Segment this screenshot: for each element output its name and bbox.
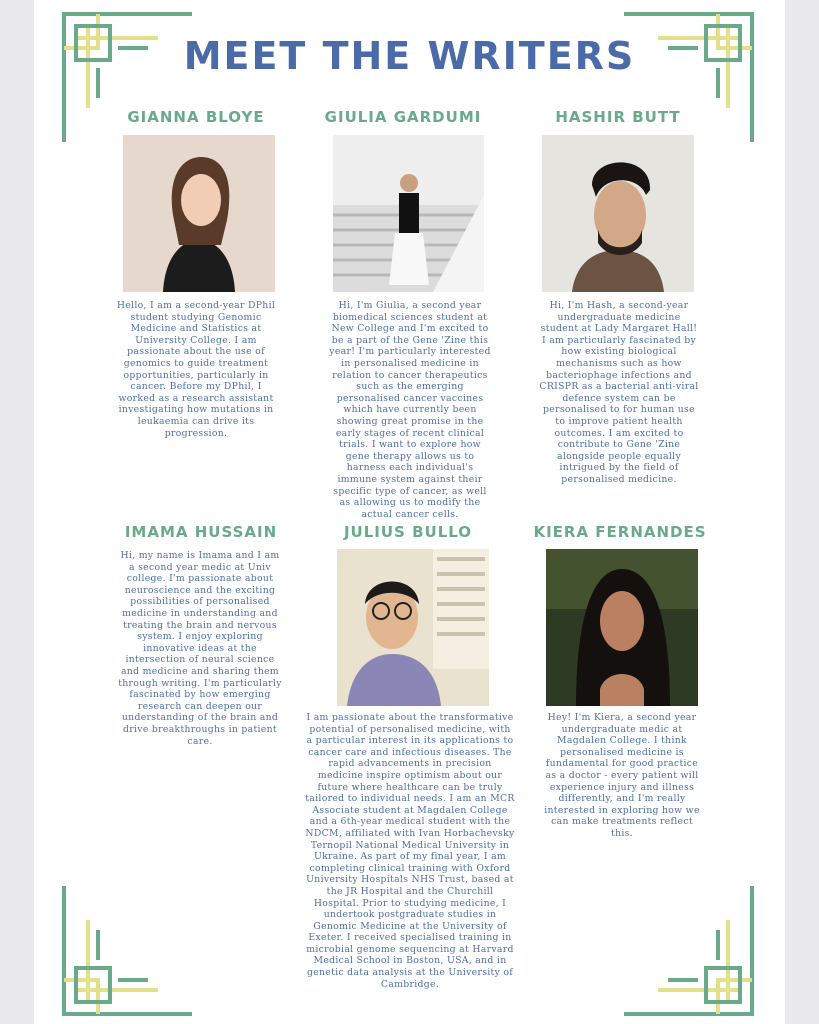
writer-bio-kiera: Hey! I'm Kiera, a second year undergraduate medic at Magdalen College. I think personalised medicine is fundamental for good practice as a doctor - every patient will experience injury and illness differently, and I'm really interested in exploring how we can make treatments reflect this. (544, 712, 700, 839)
photo-giulia (333, 135, 484, 292)
corner-ornament-bottom-right (618, 880, 758, 1020)
person-staircase-icon (333, 135, 484, 292)
photo-julius (337, 549, 489, 706)
writer-name-kiera: KIERA FERNANDES (533, 523, 707, 541)
writer-bio-julius: I am passionate about the transformative potential of personalised medicine, with a particular interest in its applications to cancer care and infectious diseases. The rapid advancements in precision medicine inspire optimism about our future where healthcare can be truly tailored to individual needs. I am an MCR Associate student at Magdalen College and a 6th-year medical student with the NDCM, affiliated with Ivan Horbachevsky Ternopil National Medical University in Ukraine. As part of my final year, I am completing clinical training with Oxford University Hospitals NHS Trust, based at the JR Hospital and the Churchill Hospital. Prior to studying medicine, I undertook postgraduate studies in Genomic Medicine at the University of Exeter. I received specialised training in microbial genome sequencing at Harvard Medical School in Boston, USA, and in genetic data analysis at the University of Cambridge. (305, 712, 515, 990)
writer-bio-hashir: Hi, I'm Hash, a second-year undergraduate medicine student at Lady Margaret Hall! I am particularly fascinated by how existing biological mechanisms such as how bacteriophage infections and CRISPR as a bacterial anti-viral defence system can be personalised to for human use to improve patient health outcomes. I am excited to contribute to Gene 'Zine alongside people equally intrigued by the field of personalised medicine. (539, 300, 699, 485)
person-glasses-icon (337, 549, 489, 706)
person-portrait-icon (542, 135, 694, 292)
corner-ornament-bottom-left (58, 880, 198, 1020)
person-portrait-icon (546, 549, 698, 706)
writer-name-gianna: GIANNA BLOYE (127, 108, 265, 126)
corner-ornament-top-left (58, 8, 198, 148)
corner-ornament-top-right (618, 8, 758, 148)
writer-name-imama: IMAMA HUSSAIN (124, 523, 278, 541)
photo-hashir (542, 135, 694, 292)
photo-gianna (123, 135, 275, 292)
writer-name-hashir: HASHIR BUTT (555, 108, 681, 126)
writer-bio-gianna: Hello, I am a second-year DPhil student studying Genomic Medicine and Statistics at University College. I am passionate about the use of genomics to guide treatment opportunities, particularly in cancer. Before my DPhil, I worked as a research assistant investigating how mutations in leukaemia can drive its progression. (116, 300, 276, 439)
person-portrait-icon (123, 135, 275, 292)
page-title: MEET THE WRITERS (183, 34, 636, 78)
writer-bio-giulia: Hi, I'm Giulia, a second year biomedical sciences student at New College and I'm excited to be a part of the Gene 'Zine this year! I'm particularly interested in personalised medicine in relation to cancer therapeutics such as the emerging personalised cancer vaccines which have currently been showing great promise in the early stages of recent clinical trials. I want to explore how gene therapy allows us to harness each individual's immune system against their specific type of cancer, as well as allowing us to modify the actual cancer cells. (329, 300, 491, 520)
writer-bio-imama: Hi, my name is Imama and I am a second year medic at Univ college. I'm passionate about neuroscience and the exciting possibilities of personalised medicine in understanding and treating the brain and nervous system. I enjoy exploring innovative ideas at the intersection of neural science and medicine and sharing them through writing. I'm particularly fascinated by how emerging research can deepen our understanding of the brain and drive breakthroughs in patient care. (118, 550, 282, 747)
photo-kiera (546, 549, 698, 706)
writer-name-julius: JULIUS BULLO (343, 523, 473, 541)
writer-name-giulia: GIULIA GARDUMI (324, 108, 482, 126)
